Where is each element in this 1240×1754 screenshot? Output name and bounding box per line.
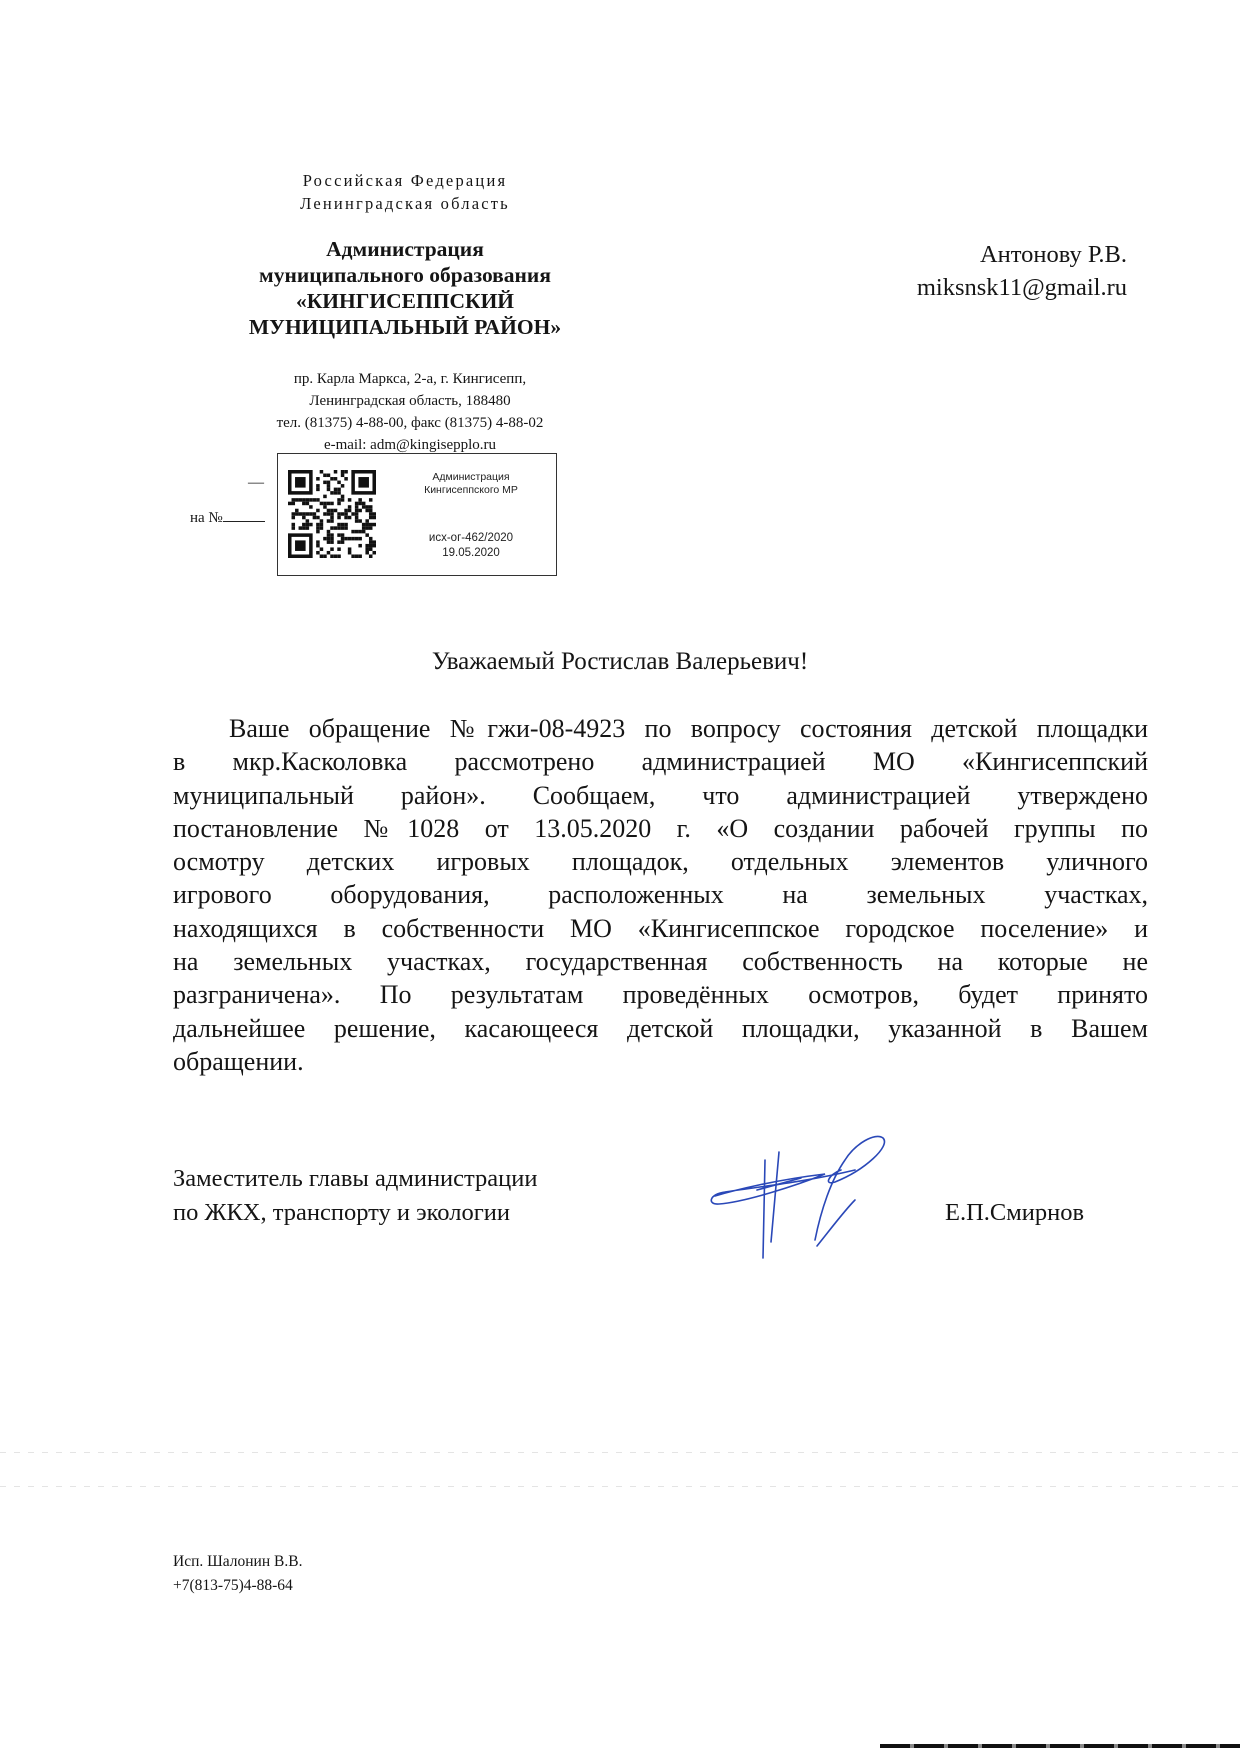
qr-module <box>299 526 303 530</box>
qr-module <box>295 540 306 551</box>
qr-module <box>306 523 310 527</box>
qr-module <box>306 498 310 502</box>
qr-module <box>330 477 334 481</box>
registration-stamp <box>277 453 557 576</box>
qr-module <box>369 544 373 548</box>
qr-module <box>337 516 341 520</box>
body-line: игрового оборудования, расположенных на земельных участках, <box>173 880 1148 910</box>
qr-module <box>316 544 320 548</box>
qr-module <box>330 512 334 516</box>
qr-module <box>337 526 341 530</box>
body-line: Ваше обращение №гжи-08-4923 по вопросу состояния детской площадки <box>229 714 1148 743</box>
qr-module <box>365 509 369 513</box>
stamp-date: 19.05.2020 <box>442 547 500 559</box>
qr-module <box>344 526 348 530</box>
qr-module <box>330 509 334 513</box>
reference-label: на № <box>190 510 223 526</box>
qr-module <box>323 481 327 485</box>
qr-module <box>341 474 345 478</box>
qr-module <box>309 523 313 527</box>
qr-module <box>348 516 352 520</box>
qr-module <box>358 537 362 541</box>
qr-module <box>292 516 296 520</box>
qr-module <box>316 477 320 481</box>
qr-module <box>358 544 362 548</box>
qr-module <box>330 526 334 530</box>
addressee-email: miksnsk11@gmail.ru <box>916 274 1127 301</box>
qr-module <box>320 502 324 506</box>
qr-module <box>309 498 313 502</box>
qr-module <box>365 523 369 527</box>
qr-module <box>306 512 310 516</box>
qr-module <box>372 544 376 548</box>
addressee-block <box>917 238 1127 304</box>
qr-module <box>330 516 334 520</box>
qr-code-icon <box>288 468 376 560</box>
qr-module <box>341 523 345 527</box>
qr-module <box>337 533 341 537</box>
qr-module <box>372 551 376 555</box>
qr-module <box>316 551 320 555</box>
qr-module <box>372 516 376 520</box>
reference-number-field <box>190 510 265 527</box>
qr-module <box>330 540 334 544</box>
qr-module <box>358 519 362 523</box>
body-line: на земельных участках, государственная собственность на которые не <box>173 947 1148 977</box>
qr-module <box>306 526 310 530</box>
reference-dash: — <box>248 474 264 491</box>
qr-module <box>355 512 359 516</box>
body-line: находящихся в собственности МО «Кингисеппское городское поселение» и <box>173 913 1148 943</box>
address-line: тел. (81375) 4-88-00, факс (81375) 4-88-02 <box>276 415 544 431</box>
qr-module <box>369 554 373 558</box>
qr-module <box>341 526 345 530</box>
qr-module <box>302 498 306 502</box>
qr-module <box>330 491 334 495</box>
qr-module <box>327 551 331 555</box>
qr-module <box>358 530 362 534</box>
qr-module <box>295 498 299 502</box>
qr-module <box>292 512 296 516</box>
qr-module <box>302 502 306 506</box>
qr-module <box>362 530 366 534</box>
qr-module <box>344 477 348 481</box>
qr-module <box>355 509 359 513</box>
qr-module <box>320 523 324 527</box>
qr-module <box>358 502 362 506</box>
stamp-number <box>396 531 546 561</box>
qr-module <box>355 519 359 523</box>
qr-module <box>369 547 373 551</box>
body-line: обращении. <box>173 1046 304 1076</box>
qr-module <box>351 537 355 541</box>
qr-module <box>369 512 373 516</box>
qr-module <box>341 484 345 488</box>
qr-module <box>337 498 341 502</box>
qr-module <box>330 502 334 506</box>
qr-module <box>292 498 296 502</box>
body-line: муниципальный район». Сообщаем, что администрацией утверждено <box>173 780 1148 810</box>
signatory-title-line: по ЖКХ, транспорту и экологии <box>173 1199 510 1226</box>
qr-module <box>372 512 376 516</box>
qr-module <box>355 505 359 509</box>
qr-module <box>369 540 373 544</box>
qr-module <box>369 498 373 502</box>
qr-module <box>327 509 331 513</box>
body-line: осмотру детских игровых площадок, отдельных элементов уличного <box>173 847 1148 877</box>
header-region: Ленинградская область <box>300 194 510 213</box>
qr-module <box>365 551 369 555</box>
qr-module <box>288 502 292 506</box>
address-line: пр. Карла Маркса, 2-а, г. Кингисепп, <box>293 371 527 387</box>
executor-block <box>173 1550 302 1598</box>
qr-module <box>348 509 352 513</box>
addressee-name: Антонову Р.В. <box>979 241 1127 268</box>
qr-module <box>316 488 320 492</box>
signatory-title <box>173 1162 538 1230</box>
scan-artifact-line <box>0 1486 1240 1487</box>
qr-module <box>295 509 299 513</box>
qr-module <box>337 502 341 506</box>
qr-module <box>299 498 303 502</box>
qr-module <box>327 488 331 492</box>
qr-module <box>369 505 373 509</box>
qr-module <box>369 537 373 541</box>
qr-module <box>351 512 355 516</box>
qr-module <box>341 498 345 502</box>
address-line: Ленинградская область, 188480 <box>309 393 511 409</box>
qr-module <box>295 512 299 516</box>
qr-module <box>320 470 324 474</box>
qr-module <box>362 526 366 530</box>
qr-module <box>299 512 303 516</box>
qr-module <box>327 540 331 544</box>
qr-module <box>330 547 334 551</box>
qr-module <box>362 505 366 509</box>
qr-module <box>337 512 341 516</box>
stamp-org-line: Кингисеппского МР <box>424 484 518 496</box>
scan-edge-bar <box>880 1744 1240 1748</box>
header-organization <box>190 236 620 340</box>
qr-module <box>309 512 313 516</box>
qr-module <box>365 544 369 548</box>
qr-module <box>316 530 320 534</box>
qr-module <box>355 502 359 506</box>
qr-module <box>344 523 348 527</box>
qr-module <box>327 533 331 537</box>
org-line: «КИНГИСЕППСКИЙ <box>295 289 515 313</box>
qr-module <box>344 509 348 513</box>
qr-module <box>344 516 348 520</box>
qr-module <box>372 540 376 544</box>
qr-module <box>302 523 306 527</box>
stamp-org <box>396 471 546 497</box>
qr-module <box>344 470 348 474</box>
qr-module <box>372 523 376 527</box>
qr-module <box>327 537 331 541</box>
qr-module <box>323 505 327 509</box>
handwritten-signature <box>705 1130 905 1260</box>
qr-module <box>316 523 320 527</box>
executor-phone: +7(813-75)4-88-64 <box>173 1577 293 1594</box>
org-line: Администрация <box>326 237 484 261</box>
qr-module <box>334 470 338 474</box>
stamp-outgoing-number: исх-ог-462/2020 <box>428 532 514 544</box>
qr-module <box>337 488 341 492</box>
signatory-title-line: Заместитель главы администрации <box>173 1165 538 1192</box>
qr-module <box>369 509 373 513</box>
qr-module <box>323 512 327 516</box>
qr-module <box>309 505 313 509</box>
address-line: e-mail: adm@kingisepplo.ru <box>323 437 497 453</box>
qr-module <box>355 530 359 534</box>
qr-module <box>348 547 352 551</box>
scan-artifact-line <box>0 1452 1240 1453</box>
qr-module <box>295 477 306 488</box>
qr-module <box>337 523 341 527</box>
org-line: муниципального образования <box>259 263 551 287</box>
qr-module <box>316 526 320 530</box>
qr-module <box>334 526 338 530</box>
qr-module <box>323 495 327 499</box>
org-line: МУНИЦИПАЛЬНЫЙ РАЙОН» <box>248 315 562 339</box>
qr-module <box>337 540 341 544</box>
qr-module <box>348 551 352 555</box>
qr-module <box>313 498 317 502</box>
qr-module <box>348 498 352 502</box>
stamp-org-line: Администрация <box>432 471 510 483</box>
qr-module <box>365 547 369 551</box>
qr-module <box>337 554 341 558</box>
qr-module <box>330 554 334 558</box>
qr-module <box>323 554 327 558</box>
qr-module <box>369 516 373 520</box>
qr-module <box>355 516 359 520</box>
greeting: Уважаемый Ростислав Валерьевич! <box>431 648 809 675</box>
qr-module <box>302 516 306 520</box>
qr-module <box>327 484 331 488</box>
qr-module <box>320 554 324 558</box>
qr-module <box>334 488 338 492</box>
qr-module <box>327 519 331 523</box>
qr-module <box>337 547 341 551</box>
qr-module <box>358 509 362 513</box>
qr-module <box>351 530 355 534</box>
qr-module <box>302 526 306 530</box>
qr-module <box>320 519 324 523</box>
qr-module <box>341 537 345 541</box>
qr-module <box>327 530 331 534</box>
qr-module <box>306 502 310 506</box>
qr-module <box>355 537 359 541</box>
qr-module <box>316 540 320 544</box>
qr-module <box>337 491 341 495</box>
qr-module <box>323 537 327 541</box>
qr-module <box>316 484 320 488</box>
qr-module <box>302 512 306 516</box>
qr-module <box>341 470 345 474</box>
qr-module <box>369 526 373 530</box>
qr-module <box>316 509 320 513</box>
qr-module <box>330 537 334 541</box>
qr-module <box>292 526 296 530</box>
qr-module <box>334 509 338 513</box>
qr-module <box>365 526 369 530</box>
header-country: Российская Федерация <box>302 171 508 190</box>
qr-module <box>341 540 345 544</box>
qr-module <box>365 533 369 537</box>
qr-module <box>341 512 345 516</box>
body-line: дальнейшее решение, касающееся детской площадки, указанной в Вашем <box>173 1013 1148 1043</box>
qr-module <box>365 505 369 509</box>
qr-module <box>341 495 345 499</box>
qr-module <box>344 537 348 541</box>
qr-module <box>337 481 341 485</box>
qr-module <box>316 498 320 502</box>
qr-module <box>334 477 338 481</box>
header-address <box>210 368 610 456</box>
body-line: в мкр.Касколовка рассмотрено администрацией МО «Кингисеппский <box>173 747 1148 777</box>
qr-module <box>362 502 366 506</box>
qr-module <box>330 533 334 537</box>
qr-module <box>369 523 373 527</box>
qr-module <box>351 554 355 558</box>
body-line: разграничена». По результатам проведённых осмотров, будет принято <box>173 980 1148 1010</box>
qr-module <box>334 491 338 495</box>
qr-module <box>341 533 345 537</box>
body-line: постановление №1028 от 13.05.2020 г. «О создании рабочей группы по <box>173 813 1148 843</box>
qr-module <box>355 554 359 558</box>
qr-module <box>327 481 331 485</box>
qr-module <box>306 519 310 523</box>
qr-module <box>330 519 334 523</box>
qr-module <box>327 502 331 506</box>
qr-module <box>348 505 352 509</box>
qr-module <box>348 537 352 541</box>
qr-module <box>358 554 362 558</box>
qr-module <box>365 519 369 523</box>
executor-name: Исп. Шалонин В.В. <box>173 1553 303 1570</box>
letter-body <box>173 712 1148 1078</box>
qr-module <box>313 512 317 516</box>
qr-module <box>316 516 320 520</box>
signatory-name: Е.П.Смирнов <box>945 1199 1085 1226</box>
qr-module <box>292 502 296 506</box>
qr-module <box>358 477 369 488</box>
qr-module <box>313 516 317 520</box>
qr-module <box>362 523 366 527</box>
qr-module <box>320 547 324 551</box>
qr-module <box>292 523 296 527</box>
qr-module <box>323 502 327 506</box>
qr-module <box>320 526 324 530</box>
qr-module <box>358 498 362 502</box>
qr-module <box>344 512 348 516</box>
qr-module <box>327 474 331 478</box>
qr-module <box>334 554 338 558</box>
qr-module <box>327 512 331 516</box>
qr-module <box>323 474 327 478</box>
